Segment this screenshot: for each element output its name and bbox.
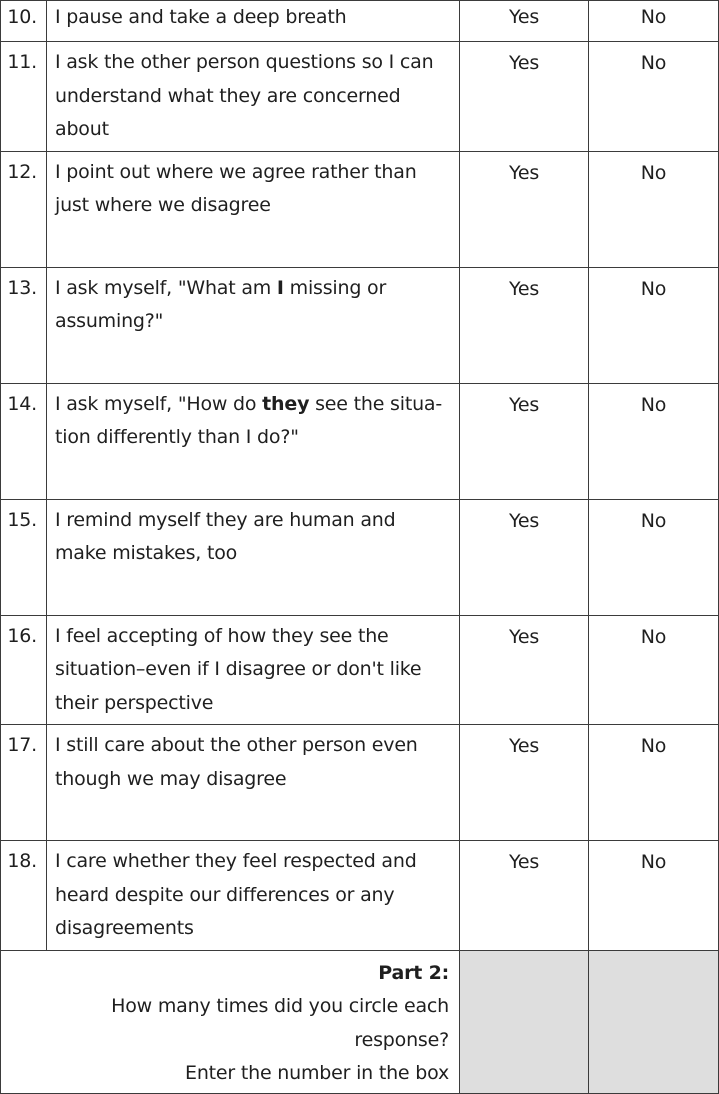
no-option[interactable]: No (589, 725, 719, 841)
table-row (1, 499, 719, 615)
item-number: 11. (1, 42, 47, 152)
no-option[interactable]: No (589, 615, 719, 725)
statement-text-start: I ask myself, "What am (55, 276, 277, 299)
statement-text-end: missing or assuming?" (55, 276, 387, 332)
no-option[interactable]: No (589, 267, 719, 383)
table-row (1, 725, 719, 841)
no-option[interactable]: No (589, 1, 719, 42)
no-option[interactable]: No (589, 499, 719, 615)
yes-option[interactable]: Yes (460, 383, 589, 499)
yes-option[interactable]: Yes (460, 1, 589, 42)
item-statement: I pause and take a deep breath (47, 1, 460, 42)
item-statement (47, 383, 460, 499)
yes-option[interactable]: Yes (460, 267, 589, 383)
part-2-instruction: Enter the number in the box (185, 1062, 449, 1084)
yes-option[interactable]: Yes (460, 615, 589, 725)
item-number: 12. (1, 151, 47, 267)
yes-option[interactable]: Yes (460, 725, 589, 841)
table-row (1, 151, 719, 267)
no-option[interactable]: No (589, 151, 719, 267)
item-number: 16. (1, 615, 47, 725)
part-2-question: How many times did you circle each response? (111, 995, 449, 1051)
item-statement: I feel accepting of how they see the situation–even if I disagree or don't like their perspective (47, 615, 460, 725)
item-statement: I still care about the other person even though we may disagree (47, 725, 460, 841)
no-count-box[interactable] (589, 950, 719, 1093)
item-statement: I remind myself they are human and make mistakes, too (47, 499, 460, 615)
yes-option[interactable]: Yes (460, 42, 589, 152)
table-row (1, 841, 719, 951)
item-number: 10. (1, 1, 47, 42)
yes-count-box[interactable] (460, 950, 589, 1093)
statement-text-start: I ask myself, "How do (55, 392, 263, 415)
emphasized-word: I (276, 276, 284, 299)
item-number: 13. (1, 267, 47, 383)
summary-row (1, 950, 719, 1093)
no-option[interactable]: No (589, 841, 719, 951)
statement-text-end: see the situa-tion differently than I do?" (55, 392, 443, 448)
part-2-title: Part 2: (378, 961, 449, 984)
no-option[interactable]: No (589, 42, 719, 152)
yes-option[interactable]: Yes (460, 499, 589, 615)
table-row (1, 267, 719, 383)
emphasized-word: they (262, 392, 310, 415)
table-row (1, 1, 719, 42)
no-option[interactable]: No (589, 383, 719, 499)
yes-option[interactable]: Yes (460, 151, 589, 267)
item-number: 15. (1, 499, 47, 615)
item-number: 14. (1, 383, 47, 499)
item-statement (47, 267, 460, 383)
item-statement: I ask the other person questions so I can understand what they are concerned about (47, 42, 460, 152)
part-2-instructions (1, 950, 460, 1093)
item-statement: I care whether they feel respected and heard despite our differences or any disagreements (47, 841, 460, 951)
table-row (1, 615, 719, 725)
item-number: 17. (1, 725, 47, 841)
yes-option[interactable]: Yes (460, 841, 589, 951)
table-row (1, 42, 719, 152)
table-row (1, 383, 719, 499)
item-statement: I point out where we agree rather than just where we disagree (47, 151, 460, 267)
item-number: 18. (1, 841, 47, 951)
